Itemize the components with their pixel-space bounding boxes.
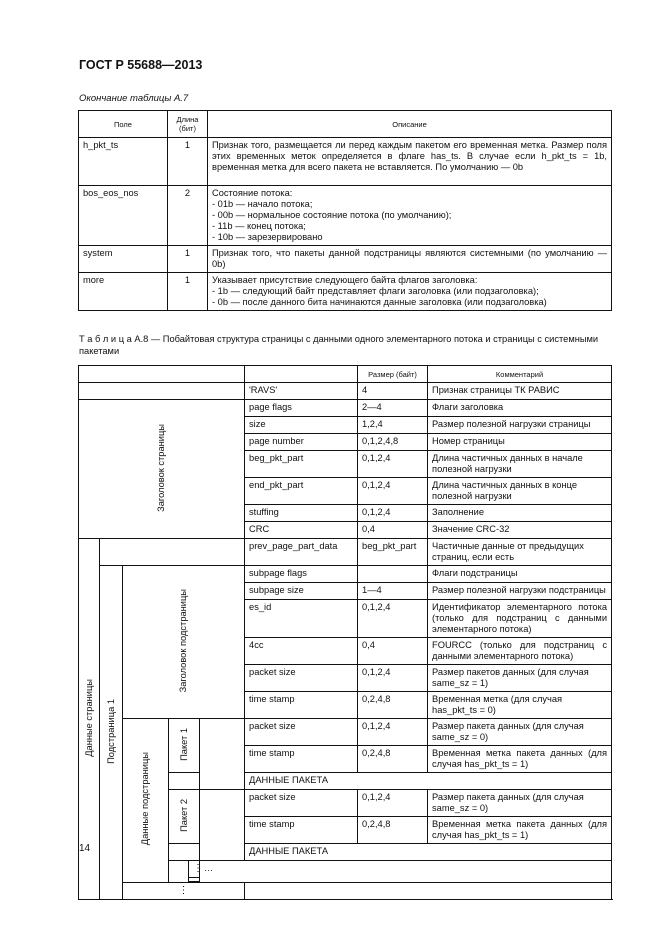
description-line: - 1b — следующий байт представляет флаги заголовка (или подзаголовка); bbox=[212, 286, 539, 296]
row-comment: Временная метка пакета данных (для случая has_pkt_ts = 1) bbox=[428, 746, 612, 773]
table-a8-header-name bbox=[245, 366, 358, 383]
row-comment: Размер полезной нагрузки подстраницы bbox=[428, 583, 612, 600]
row-size: 1—4 bbox=[358, 583, 428, 600]
more-subpages-vdots: ⋮ bbox=[123, 883, 245, 900]
row-comment: FOURCC (только для подстраниц с данными элементарного потока) bbox=[428, 638, 612, 665]
row-name: es_id bbox=[245, 600, 358, 638]
row-comment: Идентификатор элементарного потока (только для подстраниц с данными элементарного потока) bbox=[428, 600, 612, 638]
row-comment: Номер страницы bbox=[428, 434, 612, 451]
row-name: subpage size bbox=[245, 583, 358, 600]
row-name: packet size bbox=[245, 719, 358, 746]
table-a7-length: 1 bbox=[168, 246, 208, 273]
row-size: 2—4 bbox=[358, 400, 428, 417]
table-a7-length: 1 bbox=[168, 138, 208, 186]
table-a8-header-comment: Комментарий bbox=[428, 366, 612, 383]
row-size: 0,4 bbox=[358, 522, 428, 539]
row-comment: Заполнение bbox=[428, 505, 612, 522]
description-line: - 11b — конец потока; bbox=[212, 221, 306, 231]
row-size: beg_pkt_part bbox=[358, 539, 428, 566]
row-size: 0,4 bbox=[358, 638, 428, 665]
row-name: page flags bbox=[245, 400, 358, 417]
subpage-header-label: Заголовок подстраницы bbox=[123, 566, 245, 719]
table-a7-header-length: Длина (бит) bbox=[168, 111, 208, 138]
row-comment: Временная метка (для случая has_pkt_ts = 0) bbox=[428, 692, 612, 719]
row-name: 4cc bbox=[245, 638, 358, 665]
row-name: prev_page_part_data bbox=[245, 539, 358, 566]
subpage-data-label: Данные подстраницы bbox=[123, 719, 169, 883]
page-header-label: Заголовок страницы bbox=[79, 400, 245, 539]
table-a7-description: Признак того, что пакеты данной подстраницы являются системными (по умолчанию — 0b) bbox=[208, 246, 612, 273]
packet-1-blank bbox=[169, 773, 200, 790]
row-comment: Флаги заголовка bbox=[428, 400, 612, 417]
row-comment: Размер полезной нагрузки страницы bbox=[428, 417, 612, 434]
packet-1-spacer bbox=[200, 719, 245, 790]
packet-1-label: Пакет 1 bbox=[169, 719, 200, 773]
table-a7-header-field: Поле bbox=[79, 111, 168, 138]
page-number: 14 bbox=[79, 843, 91, 854]
row-name: subpage flags bbox=[245, 566, 358, 583]
description-line: - 00b — нормальное состояние потока (по умолчанию); bbox=[212, 210, 452, 220]
row-comment: Размер пакета данных (для случая same_sz = 0) bbox=[428, 719, 612, 746]
row-name: size bbox=[245, 417, 358, 434]
row-name: CRC bbox=[245, 522, 358, 539]
row-size: 0,2,4,8 bbox=[358, 746, 428, 773]
row-comment: Временная метка пакета данных (для случая has_pkt_ts = 1) bbox=[428, 817, 612, 844]
table-a8-blank-cell bbox=[100, 539, 245, 566]
row-size: 0,2,4,8 bbox=[358, 692, 428, 719]
table-a8-blank-cell bbox=[79, 383, 245, 400]
row-comment: Длина частичных данных в конце полезной нагрузки bbox=[428, 478, 612, 505]
more-packets-spacer bbox=[169, 861, 189, 883]
row-comment: Длина частичных данных в начале полезной нагрузки bbox=[428, 451, 612, 478]
description-line: Состояние потока: bbox=[212, 188, 293, 198]
description-line: Указывает присутствие следующего байта флагов заголовка: bbox=[212, 275, 478, 285]
table-a7-field: h_pkt_ts bbox=[79, 138, 168, 186]
row-size: 0,1,2,4 bbox=[358, 665, 428, 692]
row-size: 0,2,4,8 bbox=[358, 817, 428, 844]
table-a7-description: Признак того, размещается ли перед каждым пакетом его временная метка. Размер поля этих временных меток определяется в флаге has_ts. В случае если h_pkt_ts = 1b, временная метка для всего пакета не вставляется. По умолчанию — 0b bbox=[208, 138, 612, 186]
table-a7-field: bos_eos_nos bbox=[79, 186, 168, 246]
row-comment: Флаги подстраницы bbox=[428, 566, 612, 583]
row-size: 4 bbox=[358, 383, 428, 400]
table-a7-description bbox=[208, 273, 612, 311]
row-size: 0,1,2,4,8 bbox=[358, 434, 428, 451]
row-name: page number bbox=[245, 434, 358, 451]
table-a7-header-description: Описание bbox=[208, 111, 612, 138]
row-comment: Размер пакетов данных (для случая same_sz = 1) bbox=[428, 665, 612, 692]
row-comment: Размер пакета данных (для случая same_sz = 0) bbox=[428, 790, 612, 817]
table-a7-length: 1 bbox=[168, 273, 208, 311]
table-a7-description bbox=[208, 186, 612, 246]
table-a7-field: more bbox=[79, 273, 168, 311]
row-size: 1,2,4 bbox=[358, 417, 428, 434]
row-size: 0,1,2,4 bbox=[358, 478, 428, 505]
row-name: end_pkt_part bbox=[245, 478, 358, 505]
row-comment: Значение CRC-32 bbox=[428, 522, 612, 539]
row-size: 0,1,2,4 bbox=[358, 790, 428, 817]
table-a8-caption: Т а б л и ц а А.8 — Побайтовая структура страницы с данными одного элементарного потока и страницы с системными пакетами bbox=[79, 334, 599, 356]
row-name: stuffing bbox=[245, 505, 358, 522]
row-name: packet size bbox=[245, 665, 358, 692]
row-name: 'RAVS' bbox=[245, 383, 358, 400]
row-name: time stamp bbox=[245, 746, 358, 773]
row-size bbox=[358, 566, 428, 583]
packet-data: ДАННЫЕ ПАКЕТА bbox=[245, 773, 612, 790]
document-header: ГОСТ Р 55688—2013 bbox=[79, 58, 203, 72]
packet-2-label: Пакет 2 bbox=[169, 790, 200, 844]
table-a7-caption: Окончание таблицы А.7 bbox=[79, 93, 189, 104]
row-size: 0,1,2,4 bbox=[358, 451, 428, 478]
table-a8-header-size: Размер (байт) bbox=[358, 366, 428, 383]
table-a8 bbox=[78, 365, 612, 900]
packet-2-blank bbox=[169, 844, 200, 861]
row-name: beg_pkt_part bbox=[245, 451, 358, 478]
row-comment: Частичные данные от предыдущих страниц, если есть bbox=[428, 539, 612, 566]
more-packets-ellipsis: … bbox=[200, 861, 612, 883]
table-a8-header-blank bbox=[79, 366, 245, 383]
row-size: 0,1,2,4 bbox=[358, 600, 428, 638]
packet-2-spacer bbox=[200, 790, 245, 861]
table-a7-field: system bbox=[79, 246, 168, 273]
description-line: - 0b — после данного бита начинаются данные заголовка (или подзаголовка) bbox=[212, 297, 547, 307]
row-name: packet size bbox=[245, 790, 358, 817]
table-a7 bbox=[78, 110, 612, 311]
more-subpages-blank bbox=[245, 883, 612, 900]
more-packets-vdots: ⋮ bbox=[189, 861, 200, 878]
subpage-1-label: Подстраница 1 bbox=[100, 566, 123, 900]
row-name: time stamp bbox=[245, 817, 358, 844]
description-line: - 01b — начало потока; bbox=[212, 199, 313, 209]
row-name: time stamp bbox=[245, 692, 358, 719]
description-line: - 10b — зарезервировано bbox=[212, 232, 323, 242]
row-comment: Признак страницы ТК РАВИС bbox=[428, 383, 612, 400]
row-size: 0,1,2,4 bbox=[358, 719, 428, 746]
packet-data: ДАННЫЕ ПАКЕТА bbox=[245, 844, 612, 861]
table-a7-length: 2 bbox=[168, 186, 208, 246]
page-data-label: Данные страницы bbox=[79, 539, 100, 900]
row-size: 0,1,2,4 bbox=[358, 505, 428, 522]
